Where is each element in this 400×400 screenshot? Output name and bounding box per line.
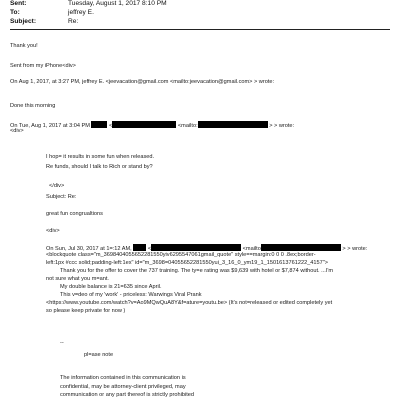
header-subject-row — [10, 18, 78, 26]
quoted-header-line: On Tue, Aug 1, 2017 at 3:04 PM < <mailto: > > wrote: — [10, 123, 295, 129]
body-line: The information contained in this communication is — [60, 375, 186, 381]
header-to-row — [10, 9, 94, 17]
redaction-bar — [151, 244, 241, 251]
body-line: pl=ase note — [84, 352, 114, 358]
subject-label: Subject: — [10, 18, 37, 25]
body-line: not sure what you m=ant. — [46, 276, 109, 282]
body-line: <https://www.youtube.com/watch?v=Ao9MQwQuA8Y&f=ature=youtu.be> (It's not=released or edited completely yet — [46, 300, 333, 306]
body-line: Subject: Re: — [46, 194, 77, 200]
redaction-bar — [261, 244, 341, 251]
body-line: left:1px #ccc solid;padding-left:1ex" id="m_3698=04055652281550yui_3_16_0_ym19_1_1501613761222_4157"> — [46, 260, 328, 266]
body-line: Re funds, should I talk to Rich or stand by? — [46, 164, 153, 170]
to-value: jeffrey E. — [68, 9, 94, 16]
body-line: Done this morning — [10, 103, 56, 109]
body-line: confidential, may be attorney-client privileged, may — [60, 384, 186, 390]
body-line: <blockquote class="m_3698404055652281550yiv6295547061gmail_quote" style==margin:0 0 0 .8ex;border- — [46, 252, 316, 258]
body-line: Sent from my iPhone<div> — [10, 63, 76, 69]
body-line: great fun congrualtions — [46, 211, 103, 217]
body-line: so please keep private for now ) — [46, 308, 126, 314]
redaction-bar — [91, 121, 107, 128]
body-line: I hop= it results in some fun when released. — [46, 154, 155, 160]
body-line: Thank you for the offer to cover the 737 training. The ty=e rating was $9,639 with hotel or $7,874 without. ...I'm — [60, 268, 334, 274]
sent-label: Sent: — [10, 0, 27, 7]
quoted-header-line: On Sun, Jul 30, 2017 at 1=:12 AM, < <mailto > > wrote: — [46, 246, 368, 252]
body-line: -- — [60, 340, 64, 346]
body-line: <div> — [46, 228, 60, 234]
body-line: My double balance is 21=635 since April. — [60, 284, 162, 290]
body-line: Thank you! — [10, 43, 38, 49]
sent-value: Tuesday, August 1, 2017 8:10 PM — [68, 0, 167, 7]
to-label: To: — [10, 9, 20, 16]
body-line: On Aug 1, 2017, at 3:27 PM, jeffrey E. <jeevacation@gmail.com <mailto:jeevacation@gmail.com> > wrote: — [10, 79, 275, 85]
redaction-bar — [198, 121, 268, 128]
body-line: communication or any part thereof is strictly prohibited — [60, 392, 194, 398]
subject-value: Re: — [68, 18, 79, 25]
header-sent-row — [10, 0, 167, 8]
header-divider — [10, 29, 390, 30]
body-line: </div> — [49, 183, 65, 189]
body-line: <div> — [10, 128, 24, 134]
redaction-bar — [112, 121, 176, 128]
redaction-bar — [133, 244, 146, 251]
body-line: This v=deo of my 'work' - priceless: Warwings Viral Prank — [60, 292, 202, 298]
